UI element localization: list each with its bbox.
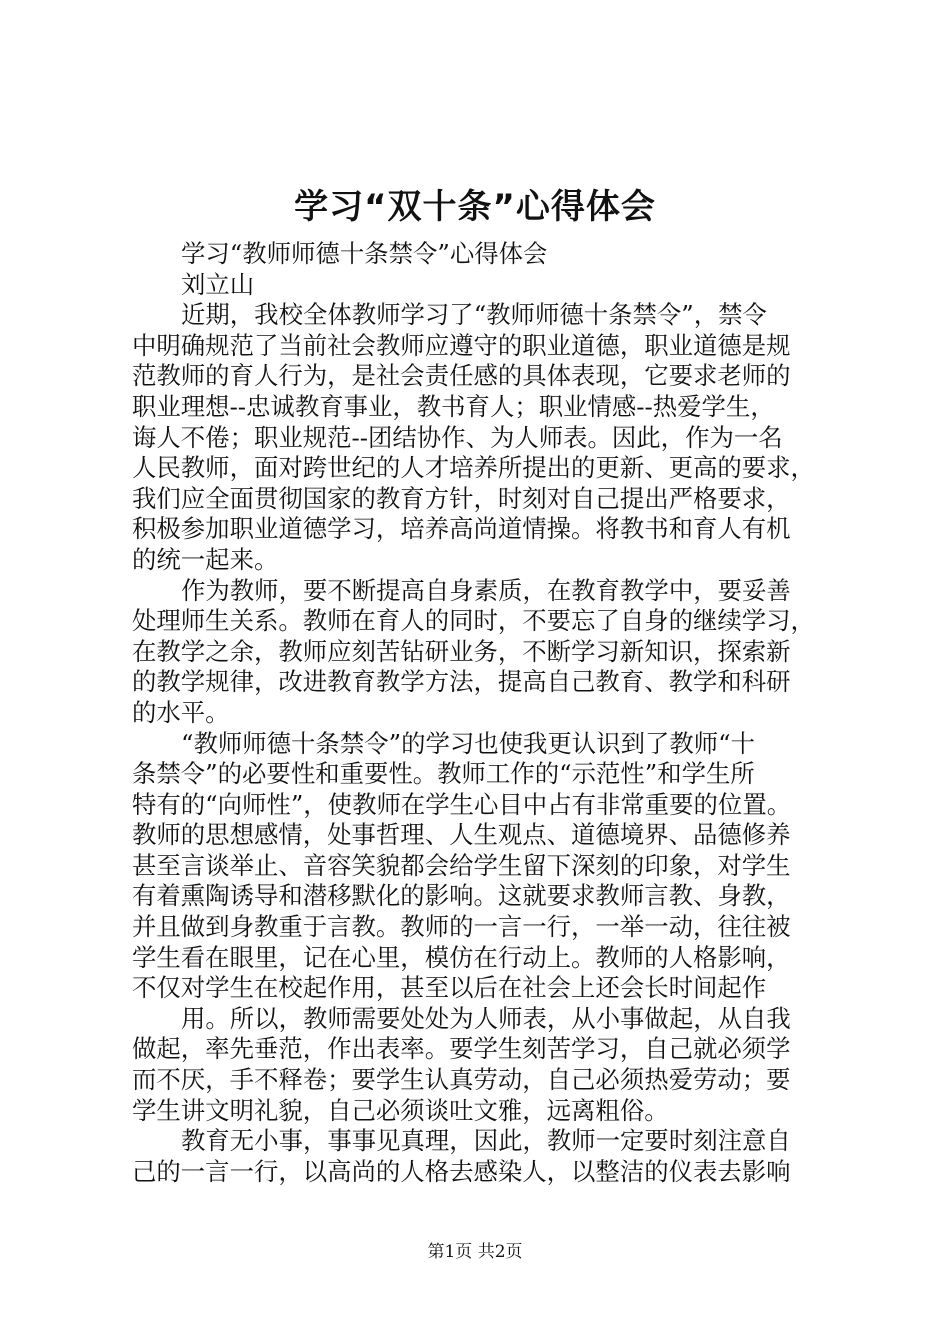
text-line: 条禁令”的必要性和重要性。教师工作的“示范性”和学生所 — [132, 759, 755, 789]
text-line: 教育无小事，事事见真理，因此，教师一定要时刻注意自 — [181, 1126, 791, 1156]
text-line: “教师师德十条禁令”的学习也使我更认识到了教师“十 — [181, 728, 756, 758]
text-line: 范教师的育人行为，是社会责任感的具体表现，它要求老师的 — [132, 361, 791, 391]
text-line: 人民教师，面对跨世纪的人才培养所提出的更新、更高的要求， — [132, 453, 815, 483]
text-line: 己的一言一行，以高尚的人格去感染人，以整洁的仪表去影响 — [132, 1156, 791, 1186]
text-line: 的统一起来。 — [132, 544, 279, 574]
text-line: 特有的“向师性”，使教师在学生心目中占有非常重要的位置。 — [132, 789, 792, 819]
text-line: 在教学之余，教师应刻苦钻研业务，不断学习新知识，探索新 — [132, 636, 791, 666]
text-line: 而不厌，手不释卷；要学生认真劳动，自己必须热爱劳动；要 — [132, 1065, 791, 1095]
text-line: 的教学规律，改进教育教学方法，提高自己教育、教学和科研 — [132, 667, 791, 697]
text-line: 甚至言谈举止、音容笑貌都会给学生留下深刻的印象，对学生 — [132, 850, 791, 880]
text-line: 作为教师，要不断提高自身素质，在教育教学中，要妥善 — [181, 575, 791, 605]
text-line: 学生看在眼里，记在心里，模仿在行动上。教师的人格影响， — [132, 942, 791, 972]
text-line: 近期，我校全体教师学习了“教师师德十条禁令”，禁令 — [181, 300, 767, 330]
text-line: 职业理想--忠诚教育事业，教书育人；职业情感--热爱学生， — [132, 391, 775, 421]
author-line: 刘立山 — [181, 269, 255, 299]
text-line: 诲人不倦；职业规范--团结协作、为人师表。因此，作为一名 — [132, 422, 783, 452]
text-line: 不仅对学生在校起作用，甚至以后在社会上还会长时间起作 — [132, 973, 767, 1003]
text-line: 中明确规范了当前社会教师应遵守的职业道德，职业道德是规 — [132, 330, 791, 360]
text-line: 并且做到身教重于言教。教师的一言一行，一举一动，往往被 — [132, 912, 791, 942]
subtitle-line: 学习“教师师德十条禁令”心得体会 — [181, 239, 548, 268]
text-line: 有着熏陶诱导和潜移默化的影响。这就要求教师言教、身教， — [132, 881, 791, 911]
text-line: 积极参加职业道德学习，培养高尚道情操。将教书和育人有机 — [132, 514, 791, 544]
text-line: 处理师生关系。教师在育人的同时，不要忘了自身的继续学习， — [132, 606, 815, 636]
text-line: 学生讲文明礼貌，自己必须谈吐文雅，远离粗俗。 — [132, 1095, 669, 1125]
document-title: 学习“双十条”心得体会 — [294, 187, 656, 227]
page-footer: 第1页 共2页 — [427, 1242, 523, 1262]
document-body — [132, 239, 832, 1187]
text-line: 我们应全面贯彻国家的教育方针，时刻对自己提出严格要求， — [132, 483, 791, 513]
text-line: 用。所以，教师需要处处为人师表，从小事做起，从自我 — [181, 1003, 791, 1033]
text-line: 的水平。 — [132, 697, 230, 727]
text-line: 教师的思想感情，处事哲理、人生观点、道德境界、品德修养 — [132, 820, 791, 850]
text-line: 做起，率先垂范，作出表率。要学生刻苦学习，自己就必须学 — [132, 1034, 791, 1064]
